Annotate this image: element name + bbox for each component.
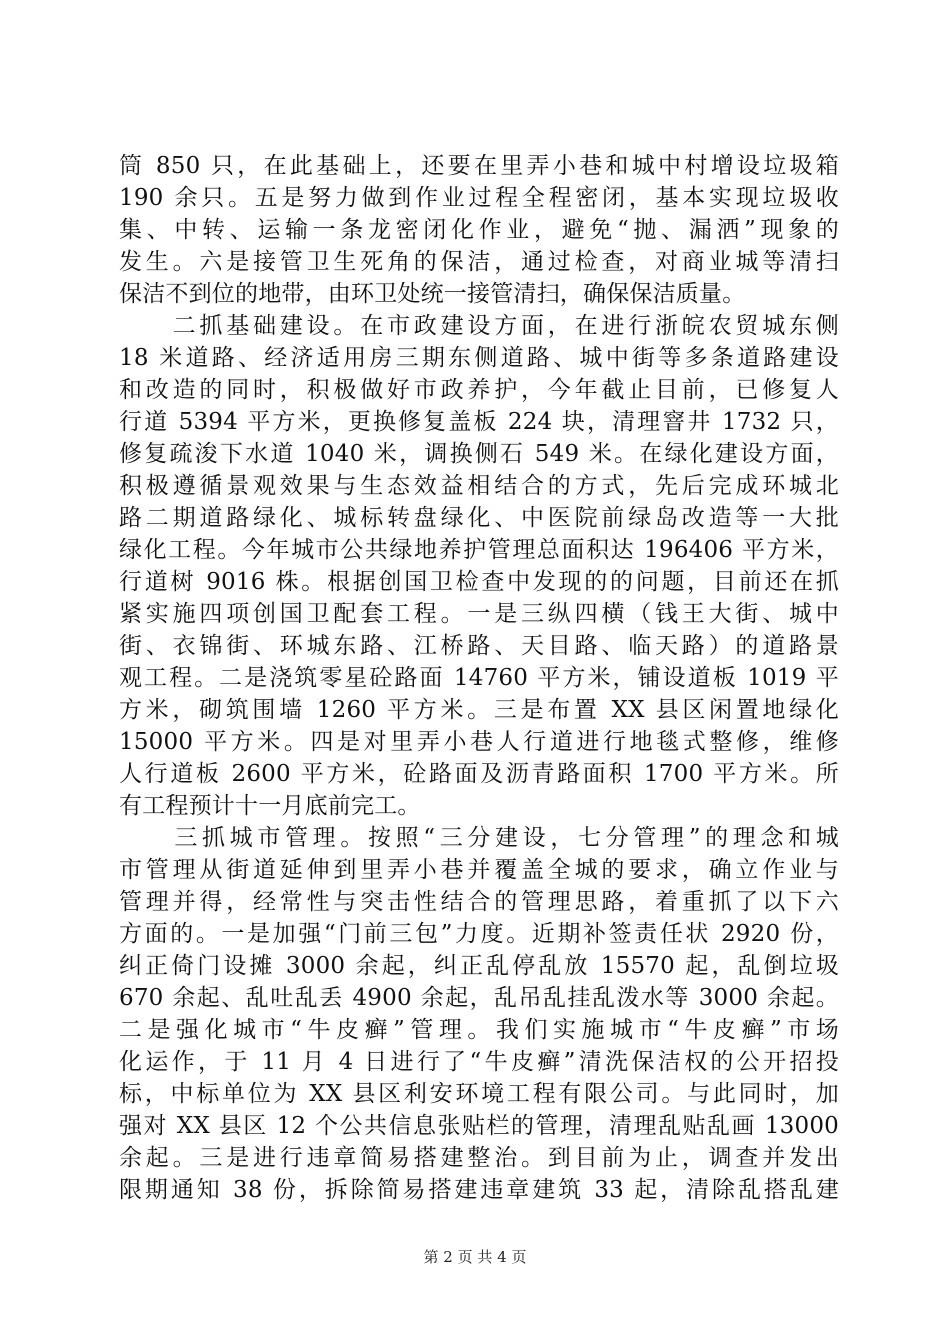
- text-line: 标，中标单位为 XX 县区利安环境工程有限公司。与此同时，加: [119, 1081, 839, 1107]
- text-line: 18 米道路、经济适用房三期东侧道路、城中街等多条道路建设: [119, 345, 839, 371]
- text-line: 管理并得，经常性与突击性结合的管理思路，着重抓了以下六: [119, 889, 839, 915]
- text-line: 街、衣锦街、环城东路、江桥路、天目路、临天路）的道路景: [119, 633, 839, 659]
- text-line: 筒 850 只，在此基础上，还要在里弄小巷和城中村增设垃圾箱: [119, 153, 839, 179]
- text-line: 绿化工程。今年城市公共绿地养护管理总面积达 196406 平方米，: [119, 537, 839, 563]
- text-line: 强对 XX 县区 12 个公共信息张贴栏的管理，清理乱贴乱画 13000: [119, 1113, 839, 1139]
- text-line: 保洁不到位的地带，由环卫处统一接管清扫，确保保洁质量。: [119, 281, 746, 307]
- text-line: 二是强化城市“牛皮癣”管理。我们实施城市“牛皮癣”市场: [119, 1017, 839, 1043]
- text-line: 限期通知 38 份，拆除简易搭建违章建筑 33 起，清除乱搭乱建: [119, 1177, 839, 1203]
- text-line: 行道树 9016 株。根据创国卫检查中发现的的问题，目前还在抓: [119, 569, 839, 595]
- text-line: 有工程预计十一月底前完工。: [119, 793, 421, 819]
- text-line: 行道 5394 平方米，更换修复盖板 224 块，清理窨井 1732 只，: [119, 409, 839, 435]
- text-line: 人行道板 2600 平方米，砼路面及沥青路面积 1700 平方米。所: [119, 761, 839, 787]
- text-line: 修复疏浚下水道 1040 米，调换侧石 549 米。在绿化建设方面，: [119, 441, 839, 467]
- text-line: 路二期道路绿化、城标转盘绿化、中医院前绿岛改造等一大批: [119, 505, 839, 531]
- text-line: 670 余起、乱吐乱丢 4900 余起，乱吊乱挂乱泼水等 3000 余起。: [119, 985, 839, 1011]
- text-line: 市管理从街道延伸到里弄小巷并覆盖全城的要求，确立作业与: [119, 857, 839, 883]
- text-line: 190 余只。五是努力做到作业过程全程密闭，基本实现垃圾收: [119, 185, 839, 211]
- text-line: 二抓基础建设。在市政建设方面，在进行浙皖农贸城东侧: [119, 313, 839, 339]
- text-line: 集、中转、运输一条龙密闭化作业，避免“抛、漏洒”现象的: [119, 217, 839, 243]
- text-line: 15000 平方米。四是对里弄小巷人行道进行地毯式整修，维修: [119, 729, 839, 755]
- text-line: 方米，砌筑围墙 1260 平方米。三是布置 XX 县区闲置地绿化: [119, 697, 839, 723]
- text-line: 发生。六是接管卫生死角的保洁，通过检查，对商业城等清扫: [119, 249, 839, 275]
- text-line: 方面的。一是加强“门前三包”力度。近期补签责任状 2920 份，: [119, 921, 839, 947]
- text-line: 紧实施四项创国卫配套工程。一是三纵四横（钱王大街、城中: [119, 601, 839, 627]
- text-line: 三抓城市管理。按照“三分建设，七分管理”的理念和城: [119, 825, 839, 851]
- text-line: 观工程。二是浇筑零星砼路面 14760 平方米，铺设道板 1019 平: [119, 665, 839, 691]
- text-line: 和改造的同时，积极做好市政养护，今年截止目前，已修复人: [119, 377, 839, 403]
- text-line: 余起。三是进行违章简易搭建整治。到目前为止，调查并发出: [119, 1145, 839, 1171]
- text-line: 积极遵循景观效果与生态效益相结合的方式，先后完成环城北: [119, 473, 839, 499]
- document-body: [119, 150, 839, 1206]
- page-number-footer: 第 2 页 共 4 页: [423, 1248, 527, 1266]
- text-line: 化运作，于 11 月 4 日进行了“牛皮癣”清洗保洁权的公开招投: [119, 1049, 839, 1075]
- text-line: 纠正倚门设摊 3000 余起，纠正乱停乱放 15570 起，乱倒垃圾: [119, 953, 839, 979]
